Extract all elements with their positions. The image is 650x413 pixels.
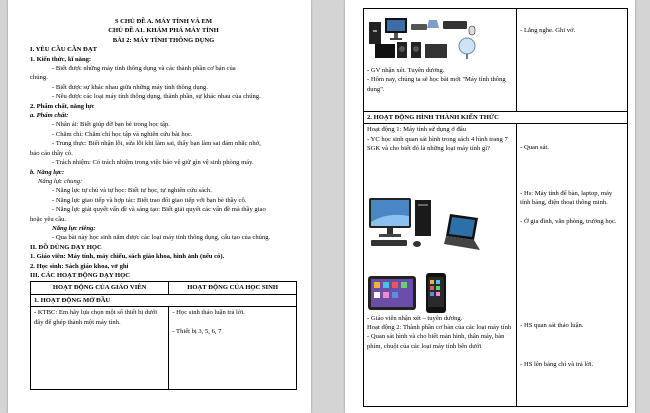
cell-text: - Quan sát hình và cho biết màn hình, thân máy, bàn phím, chuột của các loại máy tính bên dưới xyxy=(367,333,505,350)
table-section-heading: 1. HOẠT ĐỘNG MỞ ĐẦU xyxy=(31,294,297,306)
body-heading-italic: Năng lực riêng: xyxy=(52,224,96,232)
computer-devices-image xyxy=(367,16,487,60)
body-text: - Nhân ái: Biết giúp đỡ bạn bè trong học tập. xyxy=(52,121,170,129)
body-text: 2. Học sinh: Sách giáo khoa, vở ghi xyxy=(30,262,129,270)
cell-text: - GV nhận xét. Tuyên dương. xyxy=(367,67,445,74)
cell-text: - YC học sinh quan sát hình trong sách 4 hình trang 7 SGK và cho biết đó là những loại máy tính gì? xyxy=(367,135,508,153)
device-images-row xyxy=(367,16,513,60)
cell-text: - Hôm nay, chúng ta sẽ học bài mới "Máy tính thông dụng". xyxy=(367,76,506,93)
table-cell-teacher xyxy=(364,124,517,407)
doc-lesson-title: BÀI 2: MÁY TÍNH THÔNG DỤNG xyxy=(112,36,215,44)
cell-text: - Quan sát. xyxy=(520,144,549,152)
table-cell-student xyxy=(517,9,628,112)
activity-table xyxy=(30,281,297,390)
section-heading: I. YÊU CẦU CẦN ĐẠT xyxy=(30,46,97,54)
cell-text: - Thiết bị 3, 5, 6, 7 xyxy=(172,327,222,335)
document-page-right xyxy=(345,0,635,413)
subsection-heading: a. Phẩm chất: xyxy=(30,112,69,120)
body-text: - Trách nhiệm: Có trách nhiệm trong việc bảo vệ giữ gìn vệ sinh phòng máy. xyxy=(52,159,254,167)
section-heading: II. ĐỒ DÙNG DẠY HỌC xyxy=(30,243,102,251)
body-text: chúng. xyxy=(30,74,48,82)
doc-topic-title: S CHỦ ĐỀ A. MÁY TÍNH VÀ EM xyxy=(114,18,213,25)
cell-text: - KTBC: Em hãy lựa chọn một số thiết bị dưới đây để ghép thành một máy tính. xyxy=(34,309,158,326)
table-header-teacher: HOẠT ĐỘNG CỦA GIÁO VIÊN xyxy=(31,282,169,294)
cell-text: - Ở gia đình, văn phòng, trường học. xyxy=(520,217,617,225)
body-text: hoặc yêu cầu. xyxy=(30,215,67,223)
cell-text: - HS quan sát thảo luận. xyxy=(520,322,584,330)
table-header-student: HOẠT ĐỘNG CỦA HỌC SINH xyxy=(169,282,297,294)
body-text: - Chăm chỉ: Chăm chỉ học tập và nghiên cứu bài học. xyxy=(52,130,193,138)
table-cell-student xyxy=(517,124,628,407)
cell-text: Hoạt động 2: Thành phần cơ bản của các loại máy tính xyxy=(367,324,512,332)
smartphone-image xyxy=(425,272,447,314)
body-text: - Năng lực giao tiếp và hợp tác: Biết trao đổi giao tiếp với bạn bè thầy cô. xyxy=(52,196,247,204)
computer-types-images xyxy=(367,184,513,254)
cell-text: Hoạt động 1: Máy tính sử dụng ở đâu xyxy=(367,126,466,134)
body-text: - Qua bài này học sinh nắm được các loại máy tính thông dụng, cấu tạo của chúng. xyxy=(52,234,271,242)
body-heading-italic: Năng lực chung: xyxy=(38,177,83,185)
body-text: - Trung thực: Biết nhận lỗi, sửa lỗi khi làm sai, thấy bạn làm sai đám nhắc nhở, xyxy=(52,140,261,148)
body-text: - Biết được những máy tính thông dụng và các thành phần cơ bản của xyxy=(52,65,236,73)
subsection-heading: 2. Phẩm chất, năng lực xyxy=(30,102,95,110)
cell-text: - Lắng nghe. Ghi vở. xyxy=(520,27,576,34)
subsection-heading: 1. Kiến thức, kĩ năng: xyxy=(30,55,92,63)
doc-subtopic-title: CHỦ ĐỀ A1. KHÁM PHÁ MÁY TÍNH xyxy=(108,27,219,35)
laptop-image xyxy=(442,212,482,254)
body-text: - Nêu được các loại máy tính thông dụng, thành phần, sự khác nhau của chúng. xyxy=(52,93,261,101)
body-text: báo cáo thầy cô. xyxy=(30,149,73,157)
activity-table-continued xyxy=(363,8,628,407)
cell-text: - Học sinh thảo luận trả lời. xyxy=(172,309,245,317)
body-text: - Biết được sự khác nhau giữa những máy tính thông dụng. xyxy=(52,83,208,91)
document-page-left xyxy=(8,0,311,413)
cell-text: - HS lên bảng chỉ và trả lời. xyxy=(520,361,594,369)
table-cell-student xyxy=(169,307,297,390)
cell-text: - Hs: Máy tính để bàn, laptop, máy tính bảng, điện thoại thông minh. xyxy=(520,189,613,207)
table-cell-teacher xyxy=(364,9,517,112)
section-heading: III. CÁC HOẠT ĐỘNG DẠY HỌC xyxy=(30,271,131,279)
table-cell-teacher xyxy=(31,307,169,390)
table-section-heading: 2. HOẠT ĐỘNG HÌNH THÀNH KIẾN THỨC xyxy=(364,112,628,124)
body-text: - Năng lực giải quyết vấn đề và sáng tạo: Biết giải quyết các vấn đề mà thầy giao xyxy=(52,206,266,214)
cell-text: - Giáo viên nhận xét – tuyên dương. xyxy=(367,314,463,322)
body-text: 1. Giáo viên: Máy tính, máy chiếu, sách giáo khoa, hình ảnh (nếu có). xyxy=(30,253,225,261)
desktop-computer-image xyxy=(367,194,437,254)
mobile-devices-images xyxy=(367,264,513,314)
body-text: - Năng lực tự chủ và tự học: Biết tự học, tự nghiên cứu sách. xyxy=(52,187,212,195)
page-left-content xyxy=(8,0,311,413)
subsection-heading: b. Năng lực: xyxy=(30,168,65,176)
tablet-image xyxy=(367,272,419,314)
